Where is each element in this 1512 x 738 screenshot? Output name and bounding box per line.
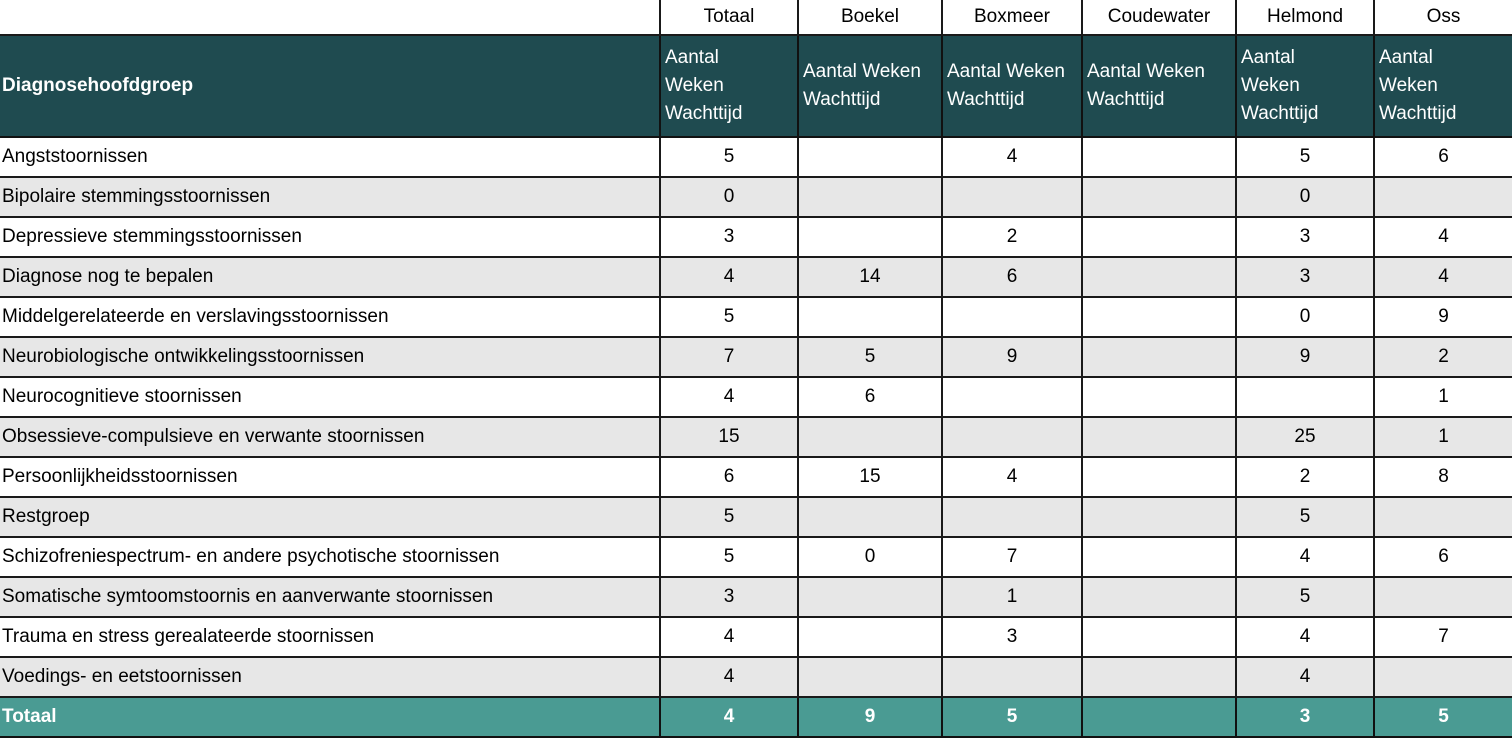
diagnosis-label: Schizofreniespectrum- en andere psychotische stoornissen — [0, 537, 660, 577]
wait-weeks-cell: 4 — [660, 617, 798, 657]
wait-weeks-cell — [798, 177, 942, 217]
wait-weeks-cell: 4 — [1236, 617, 1374, 657]
wait-weeks-cell — [798, 497, 942, 537]
total-cell: 3 — [1236, 697, 1374, 737]
diagnosis-label: Obsessieve-compulsieve en verwante stoornissen — [0, 417, 660, 457]
wait-weeks-cell: 25 — [1236, 417, 1374, 457]
wait-weeks-cell: 7 — [1374, 617, 1512, 657]
wait-weeks-cell: 15 — [660, 417, 798, 457]
wait-weeks-cell — [1374, 657, 1512, 697]
wait-weeks-cell — [798, 217, 942, 257]
diagnosis-label: Bipolaire stemmingsstoornissen — [0, 177, 660, 217]
wait-weeks-cell: 3 — [660, 577, 798, 617]
location-header: Totaal — [660, 0, 798, 35]
diagnosis-label: Angststoornissen — [0, 137, 660, 177]
table-row — [0, 337, 1512, 377]
table-row — [0, 417, 1512, 457]
wait-weeks-cell: 1 — [1374, 417, 1512, 457]
measure-header: Aantal Weken Wachttijd — [1236, 35, 1374, 137]
total-cell: 5 — [1374, 697, 1512, 737]
table-row — [0, 377, 1512, 417]
diagnosis-label: Neurocognitieve stoornissen — [0, 377, 660, 417]
wait-weeks-cell — [942, 377, 1082, 417]
diagnosis-label: Depressieve stemmingsstoornissen — [0, 217, 660, 257]
total-cell — [1082, 697, 1236, 737]
table-row — [0, 457, 1512, 497]
wait-weeks-cell: 5 — [1236, 497, 1374, 537]
measure-header: Aantal Weken Wachttijd — [1082, 35, 1236, 137]
wait-weeks-cell: 7 — [660, 337, 798, 377]
wait-weeks-cell: 4 — [660, 657, 798, 697]
diagnosis-label: Middelgerelateerde en verslavingsstoornissen — [0, 297, 660, 337]
wait-weeks-cell — [1082, 617, 1236, 657]
wait-weeks-cell — [1082, 657, 1236, 697]
wait-weeks-cell — [1374, 177, 1512, 217]
wait-weeks-cell: 8 — [1374, 457, 1512, 497]
wait-weeks-cell: 2 — [942, 217, 1082, 257]
location-header: Oss — [1374, 0, 1512, 35]
wait-weeks-cell — [1082, 537, 1236, 577]
corner-cell — [0, 0, 660, 35]
wait-weeks-cell: 1 — [1374, 377, 1512, 417]
total-cell: 4 — [660, 697, 798, 737]
measure-header: Aantal Weken Wachttijd — [942, 35, 1082, 137]
table-row — [0, 297, 1512, 337]
measure-header: Aantal Weken Wachttijd — [798, 35, 942, 137]
table-row — [0, 657, 1512, 697]
total-cell: 5 — [942, 697, 1082, 737]
wait-weeks-cell: 6 — [942, 257, 1082, 297]
wait-weeks-cell: 6 — [1374, 137, 1512, 177]
wait-weeks-cell: 0 — [798, 537, 942, 577]
wait-weeks-cell — [942, 657, 1082, 697]
total-label: Totaal — [0, 697, 660, 737]
wait-weeks-cell: 6 — [660, 457, 798, 497]
wait-weeks-cell — [1082, 497, 1236, 537]
table-row — [0, 217, 1512, 257]
wait-weeks-cell: 3 — [1236, 217, 1374, 257]
wait-weeks-cell: 14 — [798, 257, 942, 297]
location-header-row — [0, 0, 1512, 35]
wait-weeks-cell: 4 — [1236, 657, 1374, 697]
wait-weeks-cell — [1082, 177, 1236, 217]
wait-weeks-cell: 6 — [798, 377, 942, 417]
wait-weeks-cell: 6 — [1374, 537, 1512, 577]
measure-header: Aantal Weken Wachttijd — [1374, 35, 1512, 137]
wait-weeks-cell — [798, 657, 942, 697]
table-row — [0, 137, 1512, 177]
wait-weeks-cell: 5 — [660, 137, 798, 177]
table-row — [0, 577, 1512, 617]
wait-weeks-cell: 1 — [942, 577, 1082, 617]
diagnosis-label: Trauma en stress gerealateerde stoornissen — [0, 617, 660, 657]
wait-weeks-cell — [942, 417, 1082, 457]
wait-weeks-cell: 5 — [798, 337, 942, 377]
wait-weeks-cell: 15 — [798, 457, 942, 497]
diagnosis-label: Diagnose nog te bepalen — [0, 257, 660, 297]
wait-weeks-cell — [1082, 577, 1236, 617]
wait-weeks-cell: 3 — [942, 617, 1082, 657]
table-row — [0, 537, 1512, 577]
table-row — [0, 257, 1512, 297]
wait-weeks-cell: 5 — [1236, 137, 1374, 177]
wait-weeks-cell — [1082, 337, 1236, 377]
wait-weeks-cell: 3 — [1236, 257, 1374, 297]
wait-weeks-cell — [1082, 257, 1236, 297]
wait-weeks-cell: 4 — [1374, 217, 1512, 257]
wait-weeks-cell: 5 — [660, 497, 798, 537]
wait-weeks-cell: 2 — [1374, 337, 1512, 377]
wait-weeks-cell: 3 — [660, 217, 798, 257]
wait-weeks-cell — [942, 177, 1082, 217]
wait-weeks-cell — [1082, 377, 1236, 417]
wait-weeks-cell — [798, 577, 942, 617]
table-row — [0, 497, 1512, 537]
wait-weeks-cell — [798, 617, 942, 657]
wait-weeks-cell: 7 — [942, 537, 1082, 577]
wait-weeks-cell: 4 — [942, 137, 1082, 177]
wait-weeks-cell: 4 — [660, 257, 798, 297]
group-column-header: Diagnosehoofdgroep — [0, 35, 660, 137]
table-body — [0, 137, 1512, 697]
wait-weeks-cell — [798, 417, 942, 457]
wait-weeks-cell: 5 — [660, 537, 798, 577]
wait-weeks-cell — [1082, 457, 1236, 497]
wait-weeks-cell — [1082, 137, 1236, 177]
wait-weeks-cell — [1082, 297, 1236, 337]
diagnosis-label: Voedings- en eetstoornissen — [0, 657, 660, 697]
total-row — [0, 697, 1512, 737]
wait-weeks-cell: 4 — [1236, 537, 1374, 577]
wait-weeks-cell: 4 — [942, 457, 1082, 497]
diagnosis-label: Somatische symtoomstoornis en aanverwante stoornissen — [0, 577, 660, 617]
table-row — [0, 177, 1512, 217]
wait-weeks-cell: 5 — [660, 297, 798, 337]
wait-weeks-cell — [1374, 577, 1512, 617]
wait-weeks-cell: 9 — [1236, 337, 1374, 377]
diagnosis-label: Restgroep — [0, 497, 660, 537]
wait-weeks-cell: 0 — [1236, 297, 1374, 337]
wait-weeks-cell — [1236, 377, 1374, 417]
wait-weeks-cell — [798, 297, 942, 337]
wait-weeks-cell — [942, 297, 1082, 337]
wait-weeks-cell: 0 — [1236, 177, 1374, 217]
wait-weeks-cell: 9 — [942, 337, 1082, 377]
wait-weeks-cell — [942, 497, 1082, 537]
location-header: Boekel — [798, 0, 942, 35]
location-header: Helmond — [1236, 0, 1374, 35]
wait-weeks-cell: 0 — [660, 177, 798, 217]
location-header: Coudewater — [1082, 0, 1236, 35]
wait-weeks-cell — [798, 137, 942, 177]
diagnosis-label: Neurobiologische ontwikkelingsstoornissen — [0, 337, 660, 377]
measure-header: Aantal Weken Wachttijd — [660, 35, 798, 137]
table-row — [0, 617, 1512, 657]
wait-weeks-cell: 4 — [660, 377, 798, 417]
wait-weeks-cell: 5 — [1236, 577, 1374, 617]
total-cell: 9 — [798, 697, 942, 737]
diagnosis-label: Persoonlijkheidsstoornissen — [0, 457, 660, 497]
wait-weeks-cell: 9 — [1374, 297, 1512, 337]
wait-weeks-cell: 4 — [1374, 257, 1512, 297]
wait-weeks-cell — [1082, 217, 1236, 257]
column-header-row — [0, 35, 1512, 137]
location-header: Boxmeer — [942, 0, 1082, 35]
wait-weeks-cell — [1374, 497, 1512, 537]
wait-weeks-cell — [1082, 417, 1236, 457]
wait-weeks-cell: 2 — [1236, 457, 1374, 497]
